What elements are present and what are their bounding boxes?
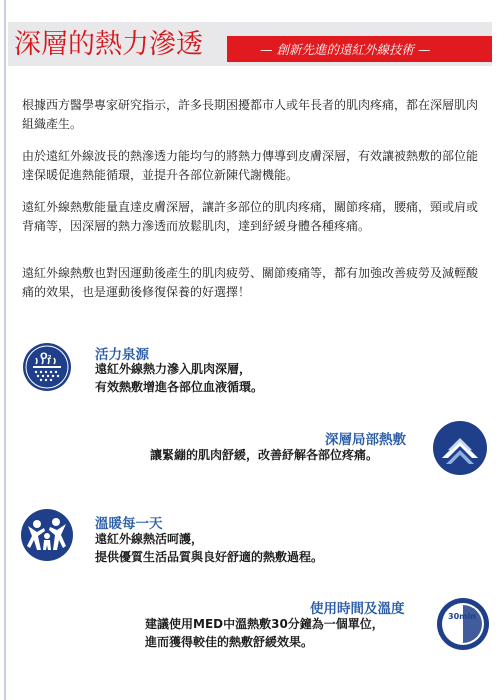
feature-line: 遠紅外線熱力滲入肌肉深層， [95,362,252,376]
intro-paragraph-2: 由於遠紅外線波長的熱滲透力能均勻的將熱力傳導到皮膚深層，有效讓被熱敷的部位能達保暖促進熱能循環，並提升各部位新陳代謝機能。 [22,149,479,182]
feature-line: 遠紅外線熱活呵護， [95,532,204,546]
svg-text:30min: 30min [448,612,476,621]
o2-vitality-icon [22,342,72,392]
deep-layer-chevron-icon [432,420,488,476]
feature-line: 建議使用MED中溫熱敷30分鐘為一個單位， [145,617,384,631]
feature-title-usage: 使用時間及溫度 [310,601,405,617]
intro-paragraph-3: 遠紅外線熱敷能量直達皮膚深層，讓許多部位的肌肉疼痛，關節疼痛，腰痛，頸或肩或背痛等，因深層的熱力滲透而放鬆肌肉，達到紓緩身體各種疼痛。 [22,200,479,233]
feature-title-warmth: 溫暖每一天 [95,516,163,532]
feature-title-deep-heat: 深層局部熱敷 [325,432,406,448]
feature-line: 進而獲得較佳的熱敷舒緩效果。 [145,635,314,649]
page-subtitle: — 創新先進的遠紅外線技術 — [260,42,431,57]
feature-title-vitality: 活力泉源 [95,347,149,363]
left-border-rule [4,0,6,700]
family-people-icon [20,508,74,562]
page-title: 深層的熱力滲透 [14,29,203,60]
intro-paragraph-1: 根據西方醫學專家研究指示，許多長期困擾都市人或年長者的肌肉疼痛，都在深層肌肉組織產生。 [22,98,479,131]
timer-30min-icon [436,597,490,651]
feature-line: 讓緊繃的肌肉舒緩，改善紓解各部位疼痛。 [150,448,379,462]
feature-line: 有效熱敷增進各部位血液循環。 [95,380,264,394]
feature-line: 提供優質生活品質與良好舒適的熱敷過程。 [95,550,324,564]
svg-text:O₂: O₂ [40,352,52,362]
intro-paragraph-4: 遠紅外線熱敷也對因運動後產生的肌肉疲勞、關節痠痛等，都有加強改善疲勞及減輕酸痛的效果，也是運動後修復保養的好選擇！ [22,266,479,299]
